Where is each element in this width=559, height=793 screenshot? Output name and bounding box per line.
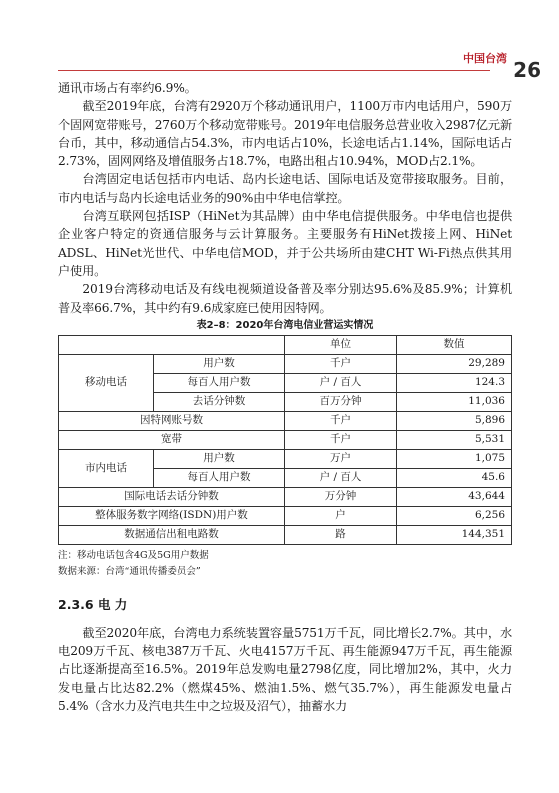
row-unit: 万分钟 — [285, 487, 397, 506]
row-label: 去话分钟数 — [154, 392, 285, 411]
table-row — [59, 487, 512, 506]
row-label: 数据通信出租电路数 — [59, 525, 285, 544]
section-heading-electricity: 2.3.6 电 力 — [58, 596, 128, 612]
row-unit: 千户 — [285, 354, 397, 373]
row-unit: 户 — [285, 506, 397, 525]
paragraph-penetration: 2019台湾移动电话及有线电视频道设备普及率分别达95.6%及85.9%；计算机普及率66.7%，其中约有9.6成家庭已使用因特网。 — [58, 282, 512, 315]
table-row — [59, 525, 512, 544]
page-body — [58, 79, 512, 715]
column-header-value: 数值 — [397, 335, 512, 354]
row-unit: 千户 — [285, 411, 397, 430]
paragraph-continuation: 通讯市场占有率约6.9%。 — [58, 81, 197, 95]
table-header-row — [59, 335, 512, 354]
row-value: 124.3 — [397, 373, 512, 392]
paragraph-internet: 台湾互联网包括ISP（HiNet为其品牌）由中华电信提供服务。中华电信也提供企业客户特定的资通信服务与云计算服务。主要服务有HiNet拨接上网、HiNet ADSL、HiNet光世代、中华电信MOD，并于公共场所由建CHT Wi-Fi热点供其用户使用。 — [58, 209, 512, 278]
row-unit: 路 — [285, 525, 397, 544]
row-value: 6,256 — [397, 506, 512, 525]
row-label: 每百人用户数 — [154, 468, 285, 487]
table-row — [59, 430, 512, 449]
paragraph-telecom-overview: 截至2019年底，台湾有2920万个移动通讯用户，1100万市内电话用户，590万个固网宽带账号，2760万个移动宽带账号。2019年电信服务总营业收入2987亿元新台币，其中，移动通信占54.3%，市内电话占10%，长途电话占1.14%，国际电话占2.73%，固网网络及增值服务占18.7%，电路出租占10.94%，MOD占2.1%。 — [58, 99, 512, 169]
row-label: 国际电话去话分钟数 — [59, 487, 285, 506]
row-unit: 户 / 百人 — [285, 468, 397, 487]
row-value: 11,036 — [397, 392, 512, 411]
row-value: 45.6 — [397, 468, 512, 487]
group-label-mobile: 移动电话 — [59, 354, 154, 411]
row-value: 144,351 — [397, 525, 512, 544]
row-label: 因特网账号数 — [59, 411, 285, 430]
paragraph-electricity: 截至2020年底，台湾电力系统装置容量5751万千瓦，同比增长2.7%。其中，水电209万千瓦、核电387万千瓦、火电4157万千瓦、再生能源947万千瓦，再生能源占比逐渐提高至16.5%。2019年总发购电量2798亿度，同比增加2%，其中，火力发电量占比达82.2%（燃煤45%、燃油1.5%、燃气35.7%），再生能源发电量占5.4%（含水力及汽电共生中之垃圾及沼气），抽蓄水力 — [58, 625, 512, 714]
column-header-unit: 单位 — [285, 335, 397, 354]
row-label: 整体服务数字网络(ISDN)用户数 — [59, 506, 285, 525]
table-row — [59, 411, 512, 430]
table-source: 数据来源：台湾“通讯传播委员会” — [58, 565, 201, 577]
header-divider — [58, 70, 490, 71]
table-title: 表2–8：2020年台湾电信业营运实情况 — [196, 319, 374, 331]
table-row — [59, 354, 512, 373]
row-unit: 百万分钟 — [285, 392, 397, 411]
paragraph-fixed-line: 台湾固定电话包括市内电话、岛内长途电话、国际电话及宽带接取服务。目前，市内电话与岛内长途电话业务的90%由中华电信掌控。 — [58, 172, 512, 205]
row-value: 29,289 — [397, 354, 512, 373]
row-value: 5,531 — [397, 430, 512, 449]
row-label: 宽带 — [59, 430, 285, 449]
row-value: 43,644 — [397, 487, 512, 506]
row-label: 用户数 — [154, 354, 285, 373]
row-unit: 千户 — [285, 430, 397, 449]
row-label: 用户数 — [154, 449, 285, 468]
table-row — [59, 449, 512, 468]
chapter-label: 中国台湾 — [463, 52, 507, 65]
row-value: 1,075 — [397, 449, 512, 468]
row-unit: 万户 — [285, 449, 397, 468]
table-note: 注：移动电话包含4G及5G用户数据 — [58, 549, 209, 561]
table-row — [59, 506, 512, 525]
page-number: 26 — [513, 58, 541, 82]
row-unit: 户 / 百人 — [285, 373, 397, 392]
telecom-operations-table — [58, 335, 512, 545]
row-value: 5,896 — [397, 411, 512, 430]
row-label: 每百人用户数 — [154, 373, 285, 392]
group-label-local: 市内电话 — [59, 449, 154, 487]
